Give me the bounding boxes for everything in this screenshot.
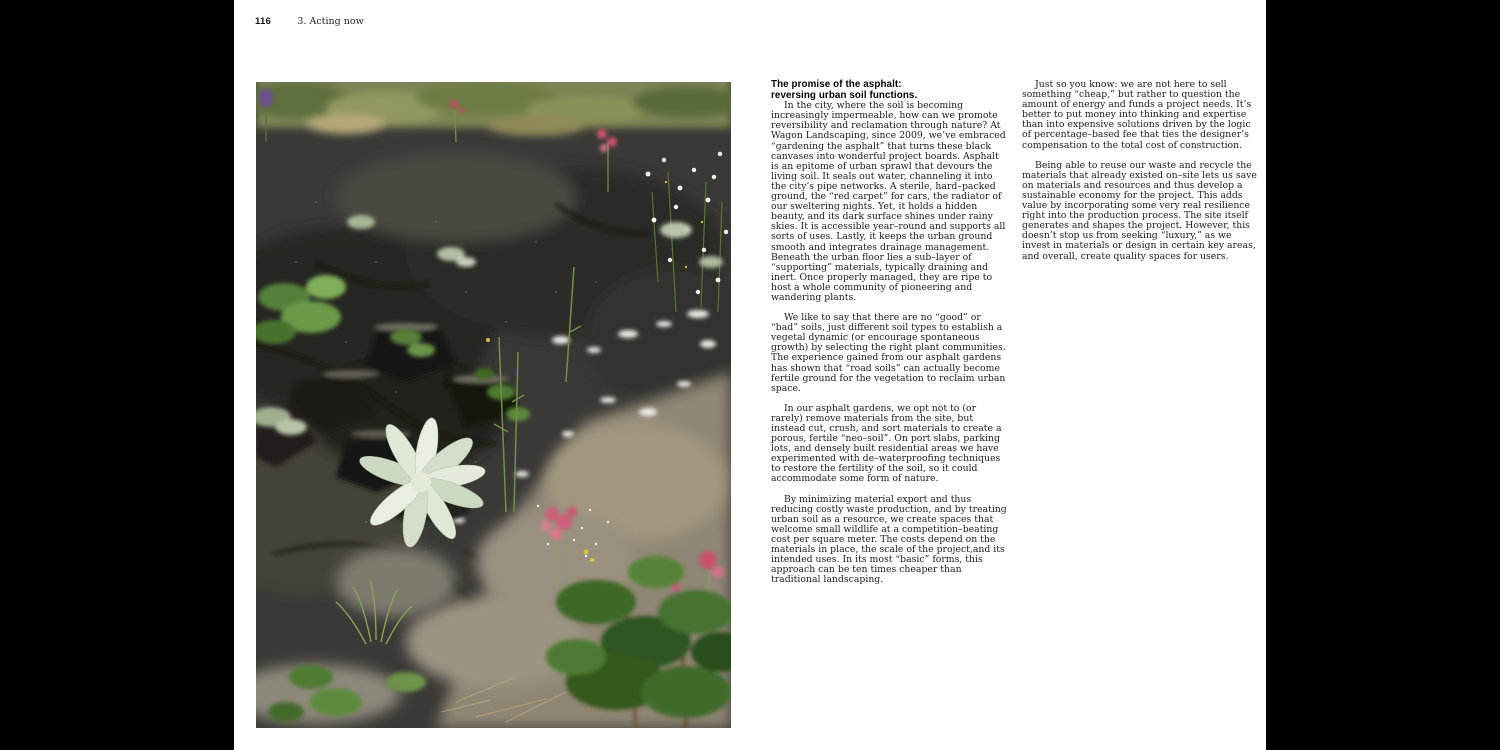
article-column-2 [1022, 80, 1259, 262]
page-number: 116 [255, 16, 271, 27]
paragraph: By minimizing material export and thus reducing costly waste production, and by treating urban soil as a resource, we create spaces that welcome small wildlife at a competition–beating cost per square meter. The costs depend on the materials in place, the scale of the project,and its intended uses. In its most “basic” forms, this approach can be ten times cheaper than traditional landscaping. [771, 493, 1007, 586]
asphalt-garden-illustration [256, 82, 731, 728]
asphalt-garden-photo [256, 82, 731, 728]
book-page [234, 0, 1266, 750]
paragraph: Just so you know: we are not here to sell something “cheap,” but rather to question the amount of energy and funds a project needs. It’s better to put money into thinking and expertise than into expensive solutions driven by the logic of percentage–based fee that ties the designer’s compensation to the total cost of construction. [1022, 79, 1252, 151]
article-heading-line2: reversing urban soil functions. [771, 89, 918, 101]
article-heading-line1: The promise of the asphalt: [771, 79, 902, 90]
chapter-title: 3. Acting now [297, 16, 364, 27]
running-head [255, 16, 364, 28]
yellow-floret [486, 338, 490, 342]
paragraph: In the city, where the soil is becoming increasingly impermeable, how can we promote reversibility and reclamation through nature? At Wagon Landscaping, since 2009, we’ve embraced “gardening the asphalt” that turns these black canvases into wonderful project boards. Asphalt is an epitome of urban sprawl that devours the living soil. It seals out water, channeling it into the city’s pipe networks. A sterile, hard–packed ground, the “red carpet” for cars, the radiator of our sweltering nights. Yet, it holds a hidden beauty, and its dark surface shines under rainy skies. It is accessible year–round and supports all sorts of uses. Lastly, it keeps the urban ground smooth and integrates drainage management. Beneath the urban floor lies a sub–layer of “supporting” materials, typically draining and inert. Once properly managed, they are ripe to host a whole community of pioneering and wandering plants. [771, 100, 1006, 303]
paragraph: In our asphalt gardens, we opt not to (or rarely) remove materials from the site, but instead cut, crush, and sort materials to create a porous, fertile “neo–soil”. On port slabs, parking lots, and densely built residential areas we have experimented with de–waterproofing techniques to restore the fertility of the soil, so it could accommodate some form of nature. [771, 402, 1002, 485]
article-heading [771, 80, 1008, 101]
paragraph: Being able to reuse our waste and recycle the materials that already existed on–site lets us save on materials and resources and thus develop a sustainable economy for the project. This adds value by incorporating some very real resilience right into the production process. The site itself generates and shapes the project. However, this doesn’t stop us from seeking “luxury,” as we invest in materials or design in certain key areas, and overall, create quality spaces for users. [1022, 159, 1257, 262]
paragraph: We like to say that there are no “good” or “bad” soils, just different soil types to establish a vegetal dynamic (or encourage spontaneous growth) by selecting the right plant communities. The experience gained from our asphalt gardens has shown that “road soils” can actually become fertile ground for the vegetation to reclaim urban space. [771, 312, 1006, 394]
article-column-1 [771, 80, 1008, 585]
vegetation-top-band [256, 82, 731, 136]
